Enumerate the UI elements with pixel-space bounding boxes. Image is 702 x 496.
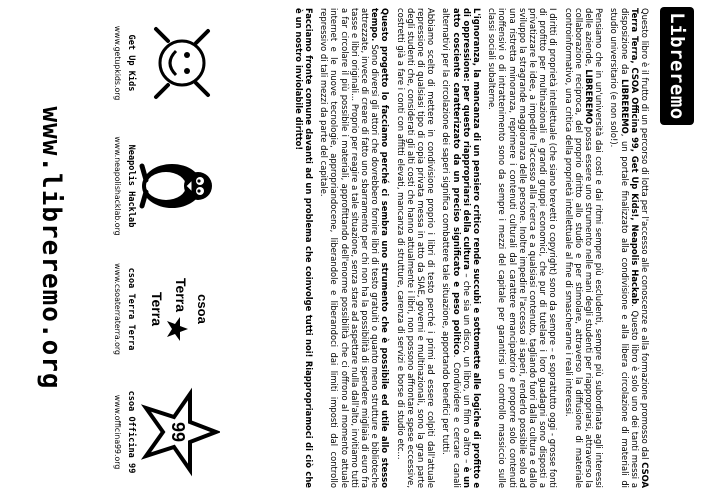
logo-name: csoa Officina 99 [126, 390, 136, 474]
logo-name: csoa Terra Terra [126, 267, 136, 351]
logo-row [100, 8, 220, 488]
body-paragraph [441, 8, 482, 488]
penguin-icon [138, 136, 220, 236]
body-paragraph [563, 8, 604, 488]
text-run: Questo libro è il frutto di un percorso di lotta per l'accesso alle conoscenze e alla formazione promosso dal [640, 8, 650, 463]
officina-99-star-icon [138, 382, 220, 482]
body-paragraph [319, 8, 390, 488]
bold-text-run: Questo progetto lo facciamo perché ci sembra uno strumento che è possibile ed utile allo stesso tempo. [370, 8, 391, 488]
bold-text-run: CSOA Terra Terra, CSOA Officina 99, Get Up Kids!, Neapolis Hackab [629, 8, 650, 488]
body-paragraph [294, 8, 314, 488]
logo-neapolis-hacklab [100, 131, 220, 241]
bold-text-run: Facciamo fronte comune davanti ad un problema che coinvolge tutti noi! Riappropriamoci di ciò che è un nostro inviolabile diritto! [293, 8, 314, 488]
bold-text-run: LIBREREMO [583, 69, 594, 124]
text-run: Sono diversi gli attori che dovrebbero fornire libri di testo gratuiti o quanto meno strutture e biblioteche attrezzate, invece di creare di fatto uno sbarramento per chi non ha la possibilità di spendere migliaia di euro fra tasse e libri originali... Proprio per reagire a tale situazione, senza stare ad aspettare nulla dall'alto, invitiamo tutti a far circolare il più possibile i materiali, approfittando dell'enorme possibilità che ci offrono al momento attuale internet e le nuove tecnologie, appropriandocene, liberandole e liberandoci dai limiti imposti dal controllo repressivo di tali mezzi da parte del capitale. [319, 8, 381, 488]
body-paragraph [395, 8, 436, 488]
logo-url: www.getupkids.org [113, 25, 122, 101]
bold-text-run: L'ignoranza, la mancanza di un pensiero critico rende succubi e sottomette alle logiche di profitto e di oppressione: per questo riappropriarsi della cultura [461, 8, 482, 488]
officina-mark-text: 99 [168, 421, 188, 443]
body-paragraph [487, 8, 558, 488]
terra-mark-line: Terra [173, 278, 189, 312]
terra-terra-star-icon [138, 259, 220, 359]
logo-url: www.neapolishacklab.org [113, 136, 122, 236]
logo-name: Neapolis Hacklab [126, 144, 136, 228]
logo-url: www.officina99.org [113, 394, 122, 470]
text-run: Pensiamo che in un'università dai costi e dai ritmi sempre più escludenti, sempre più subordinata agli interessi delle aziende, [583, 8, 605, 488]
brand-title: Libreremo [666, 12, 688, 120]
terra-mark-line: csoa [195, 294, 210, 324]
bold-text-run: LIBREREMO [619, 79, 630, 134]
text-run: – che sia un disco, un libro, un film o altro – [461, 269, 472, 467]
text-run: . Condividere e cercare canali alternativi per la circolazione dei saperi significa combattere tale situazione, apportando benefici per tutti. [441, 8, 462, 489]
text-run: , un portale finalizzato alla condivisione e alla libera circolazione di materiali di studio universitario (e non solo!). [609, 8, 630, 489]
text-run: Abbiamo scelto di mettere in condivisione proprio i libri di testo perché i primi ad essere colpiti dall'attuale repressione di qualsiasi tipo di copia privata messa in atto da SIAE, governi e multinazionali, sono la gran parte degli studenti che, considerati gli alti costi che hanno attualmente i libri, non possono affrontare spese eccessive, costretti già a fare i conti con affitti elevati, mancanza di strutture, carenza di servizi e borse di studio etc... [395, 8, 437, 488]
body-paragraph [609, 8, 650, 488]
text-run: possa essere uno strumento nelle mani degli studenti per riappropriarsi, attraverso la collaborazione reciproca, del proprio diritto allo studio e per stimolare, attraverso la diffusione di materiale controinformativo, una critica della proprietà intellettuale al fine di smascherarne i reali interessi. [563, 8, 594, 488]
logo-name: Get Up Kids [126, 34, 136, 92]
bold-text-run: è un atto cosciente caratterizzato da un preciso significato e peso politico [451, 8, 472, 488]
logo-get-up-kids [100, 8, 220, 118]
logo-officina-99 [100, 377, 220, 487]
footer-url[interactable]: www.libreremo.org [36, 106, 66, 390]
text-run: . Questo libro è solo uno dei tanti messi a disposizione da [619, 8, 640, 488]
libreremo-banner [660, 7, 694, 125]
smiley-face-icon [138, 13, 220, 113]
logo-terra-terra [100, 254, 220, 364]
page-header [648, 0, 702, 496]
body-text [289, 8, 651, 488]
terra-mark-line: Terra [149, 292, 165, 326]
text-run: I diritti di proprietà intellettuale (che siano brevetti o copyright) sono da sempre – e soprattutto oggi - grosse fonti di profitto per multinazionali e grandi gruppi economici, che pur di tutelare i loro guadagni sono disposti a privatizzare le idee, a impedire l'accesso alla ricerca e a qualsiasi contenuto, tagliando fuori dalla cultura e dallo sviluppo la stragrande maggioranza delle persone. Inoltre impedire l'accesso ai saperi, renderlo possibile solo ad una ristretta minoranza, reprimere i contenuti culturali dal carattere emancipatorio e proporre solo contenuti inoffensivi o di intrattenimento sono da sempre i mezzi del capitale per garantirsi un controllo massiccio sulle classi sociali subalterne. [487, 8, 559, 488]
logo-url: www.csoaterraterra.org [113, 263, 122, 355]
